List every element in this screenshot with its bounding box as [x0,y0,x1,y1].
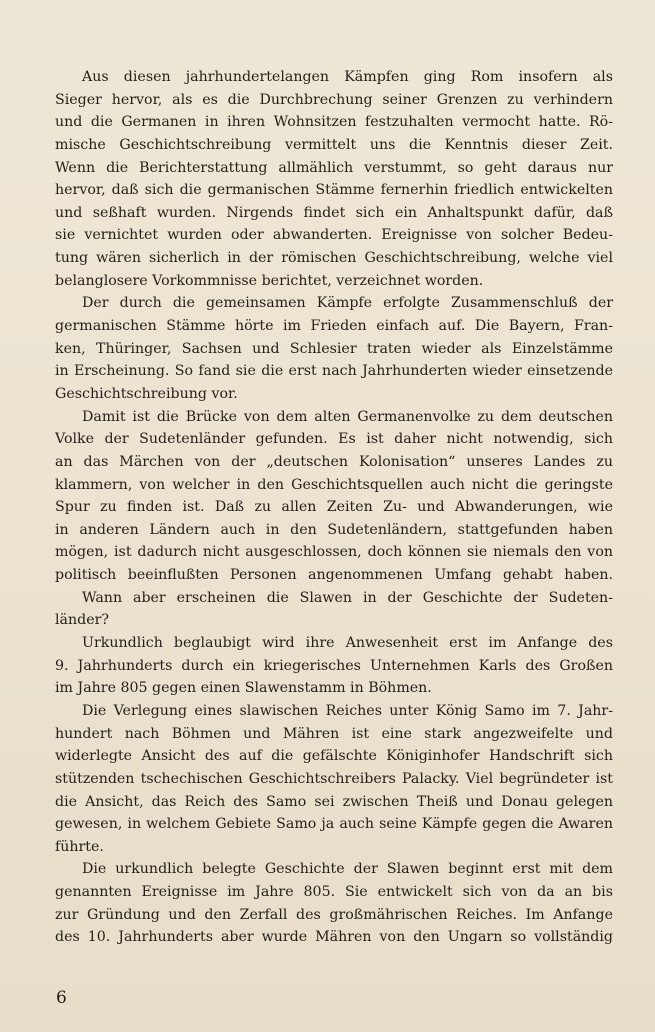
text-line: gewesen, in welchem Gebiete Samo ja auch seine Kämpfe gegen die Awaren [55,816,613,833]
text-line: mögen, ist dadurch nicht ausgeschlossen, doch können sie niemals den von [55,544,613,561]
text-line: germanischen Stämme hörte im Frieden einfach auf. Die Bayern, Fran- [55,318,613,335]
text-line: sie vernichtet wurden oder abwanderten. Ereignisse von solcher Bedeu- [55,227,613,244]
text-line: belanglosere Vorkommnisse berichtet, verzeichnet worden. [55,272,484,289]
text-line: Der durch die gemeinsamen Kämpfe erfolgte Zusammenschluß der [82,295,613,312]
text-line: Die urkundlich belegte Geschichte der Slawen beginnt erst mit dem [82,861,613,878]
text-line: im Jahre 805 gegen einen Slawenstamm in Böhmen. [55,680,432,697]
text-line: in Erscheinung. So fand sie die erst nach Jahrhunderten wieder einsetzende [55,363,613,380]
text-line: genannten Ereignisse im Jahre 805. Sie entwickelt sich von da an bis [55,884,613,901]
page-number: 6 [56,988,67,1008]
text-line: länder? [55,612,109,629]
text-line: Sieger hervor, als es die Durchbrechung seiner Grenzen zu verhindern [55,91,613,108]
body-text [55,66,613,949]
text-line: Urkundlich beglaubigt wird ihre Anwesenheit erst im Anfange des [82,635,613,652]
text-line: hundert nach Böhmen und Mähren ist eine stark angezweifelte und [55,725,613,742]
text-line: und seßhaft wurden. Nirgends findet sich ein Anhaltspunkt dafür, daß [55,204,613,221]
text-line: stützenden tschechischen Geschichtschreibers Palacky. Viel begründeter ist [55,770,613,787]
text-line: mische Geschichtschreibung vermittelt uns die Kenntnis dieser Zeit. [55,136,613,153]
text-line: 9. Jahrhunderts durch ein kriegerisches Unternehmen Karls des Großen [55,657,613,674]
text-line: in anderen Ländern auch in den Sudetenländern, stattgefunden haben [55,521,613,538]
text-line: Wann aber erscheinen die Slawen in der Geschichte der Sudeten- [82,589,613,606]
text-line: führte. [55,838,104,855]
text-line: Spur zu finden ist. Daß zu allen Zeiten Zu- und Abwanderungen, wie [55,499,613,516]
text-line: Die Verlegung eines slawischen Reiches unter König Samo im 7. Jahr- [82,702,613,719]
text-line: zur Gründung und den Zerfall des großmährischen Reiches. Im Anfange [55,906,613,923]
text-line: die Ansicht, das Reich des Samo sei zwischen Theiß und Donau gelegen [55,793,613,810]
text-line: Aus diesen jahrhundertelangen Kämpfen ging Rom insofern als [82,69,613,85]
text-line: Wenn die Berichterstattung allmählich verstummt, so geht daraus nur [55,159,613,176]
text-line: widerlegte Ansicht des auf die gefälschte Königinhofer Handschrift sich [55,748,613,765]
text-line: und die Germanen in ihren Wohnsitzen festzuhalten vermocht hatte. Rö- [55,114,613,131]
text-line: tung wären sicherlich in der römischen Geschichtschreibung, welche viel [55,250,613,267]
text-line: des 10. Jahrhunderts aber wurde Mähren von den Ungarn so vollständig [55,929,613,946]
text-line: Geschichtschreibung vor. [55,385,238,402]
text-line: Volke der Sudetenländer gefunden. Es ist daher nicht notwendig, sich [55,431,613,448]
text-line: ken, Thüringer, Sachsen und Schlesier traten wieder als Einzelstämme [55,340,613,357]
text-line: klammern, von welcher in den Geschichtsquellen auch nicht die geringste [55,476,613,493]
text-line: Damit ist die Brücke von dem alten Germanenvolke zu dem deutschen [82,408,613,425]
text-line: hervor, daß sich die germanischen Stämme fernerhin friedlich entwickelten [55,182,613,199]
text-line: an das Märchen von der „deutschen Kolonisation“ unseres Landes zu [55,453,613,470]
text-line: politisch beeinflußten Personen angenommenen Umfang gehabt haben. [55,567,613,584]
